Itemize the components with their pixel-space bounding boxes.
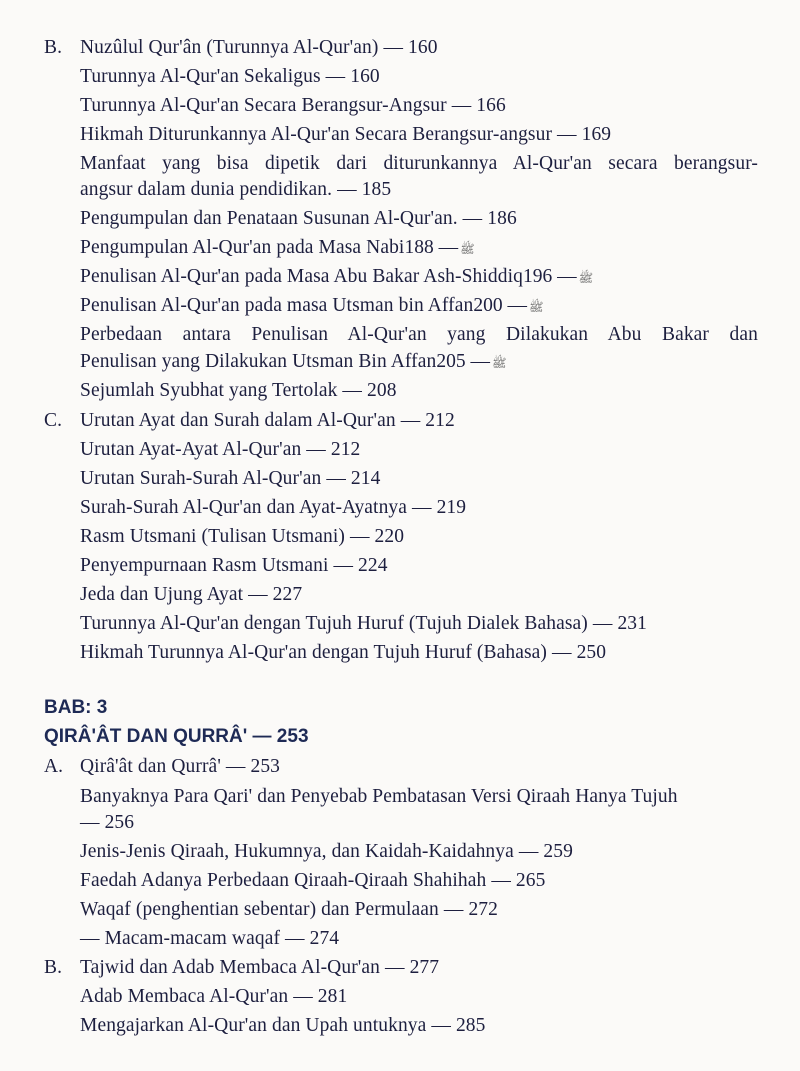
toc-entry: Urutan Surah-Surah Al-Qur'an — 214 (80, 468, 381, 489)
toc-entry: Turunnya Al-Qur'an Sekaligus — 160 (80, 66, 380, 87)
toc-entry: Jeda dan Ujung Ayat — 227 (80, 584, 303, 605)
toc-entry: Turunnya Al-Qur'an dengan Tujuh Huruf (Tujuh Dialek Bahasa) — 231 (80, 613, 648, 634)
toc-entry: Banyaknya Para Qari' dan Penyebab Pembatasan Versi Qiraah Hanya Tujuh (80, 786, 678, 807)
chapter-title: QIRÂ'ÂT DAN QURRÂ' — 253 (44, 726, 309, 747)
section-title: Urutan Ayat dan Surah dalam Al-Qur'an — 212 (80, 410, 455, 431)
toc-entry (80, 294, 545, 319)
toc-entry: Manfaat yang bisa dipetik dari diturunkannya Al-Qur'an secara berangsur- (80, 153, 758, 174)
chapter-label: BAB: 3 (44, 697, 108, 718)
toc-entry-continued (80, 350, 508, 375)
toc-entry: Hikmah Diturunkannya Al-Qur'an Secara Berangsur-angsur — 169 (80, 124, 612, 145)
toc-page-number: — 188 (404, 237, 459, 258)
toc-entry: Surah-Surah Al-Qur'an dan Ayat-Ayatnya — 219 (80, 497, 467, 518)
toc-entry: Adab Membaca Al-Qur'an — 281 (80, 986, 348, 1007)
section-letter: B. (44, 37, 63, 58)
toc-entry: Perbedaan antara Penulisan Al-Qur'an yang Dilakukan Abu Bakar dan (80, 324, 758, 345)
toc-entry-continued: angsur dalam dunia pendidikan. — 185 (80, 179, 392, 200)
toc-page-number: — 196 (522, 266, 577, 287)
toc-entry-text: Pengumpulan Al-Qur'an pada Masa Nabi (80, 237, 405, 258)
toc-entry-text: Penulisan Al-Qur'an pada masa Utsman bin Affan (80, 295, 474, 316)
honorific-icon: ﷺ (491, 356, 507, 370)
section-letter: C. (44, 410, 63, 431)
section-title: Nuzûlul Qur'ân (Turunnya Al-Qur'an) — 160 (80, 37, 438, 58)
toc-entry: Hikmah Turunnya Al-Qur'an dengan Tujuh Huruf (Bahasa) — 250 (80, 642, 607, 663)
toc-entry-text: Penulisan Al-Qur'an pada Masa Abu Bakar Ash-Shiddiq (80, 266, 523, 287)
section-letter: B. (44, 957, 63, 978)
toc-entry-text: Penulisan yang Dilakukan Utsman Bin Affan (80, 351, 437, 372)
toc-entry: Sejumlah Syubhat yang Tertolak — 208 (80, 380, 397, 401)
toc-page-number: — 200 (473, 295, 527, 316)
honorific-icon: ﷺ (460, 242, 475, 256)
section-letter: A. (44, 756, 64, 777)
toc-entry: Rasm Utsmani (Tulisan Utsmani) — 220 (80, 526, 405, 547)
toc-entry: Urutan Ayat-Ayat Al-Qur'an — 212 (80, 439, 361, 460)
toc-entry: Pengumpulan dan Penataan Susunan Al-Qur'an. — 186 (80, 208, 517, 229)
section-title: Tajwid dan Adab Membaca Al-Qur'an — 277 (80, 957, 440, 978)
toc-entry: Jenis-Jenis Qiraah, Hukumnya, dan Kaidah-Kaidahnya — 259 (80, 841, 573, 862)
section-title: Qirâ'ât dan Qurrâ' — 253 (80, 756, 281, 777)
toc-entry: Turunnya Al-Qur'an Secara Berangsur-Angsur — 166 (80, 95, 506, 116)
toc-entry: Mengajarkan Al-Qur'an dan Upah untuknya — 285 (80, 1015, 486, 1036)
toc-entry (80, 236, 477, 261)
toc-entry (80, 265, 595, 290)
toc-entry: Faedah Adanya Perbedaan Qiraah-Qiraah Shahihah — 265 (80, 870, 546, 891)
honorific-icon: ﷺ (578, 271, 594, 285)
toc-entry: Penyempurnaan Rasm Utsmani — 224 (80, 555, 388, 576)
toc-page-number: — 205 (436, 351, 490, 372)
toc-entry: — Macam-macam waqaf — 274 (80, 928, 340, 949)
toc-entry: Waqaf (penghentian sebentar) dan Permulaan — 272 (80, 899, 498, 920)
honorific-icon: ﷺ (528, 300, 544, 314)
toc-entry-continued: — 256 (80, 812, 135, 833)
